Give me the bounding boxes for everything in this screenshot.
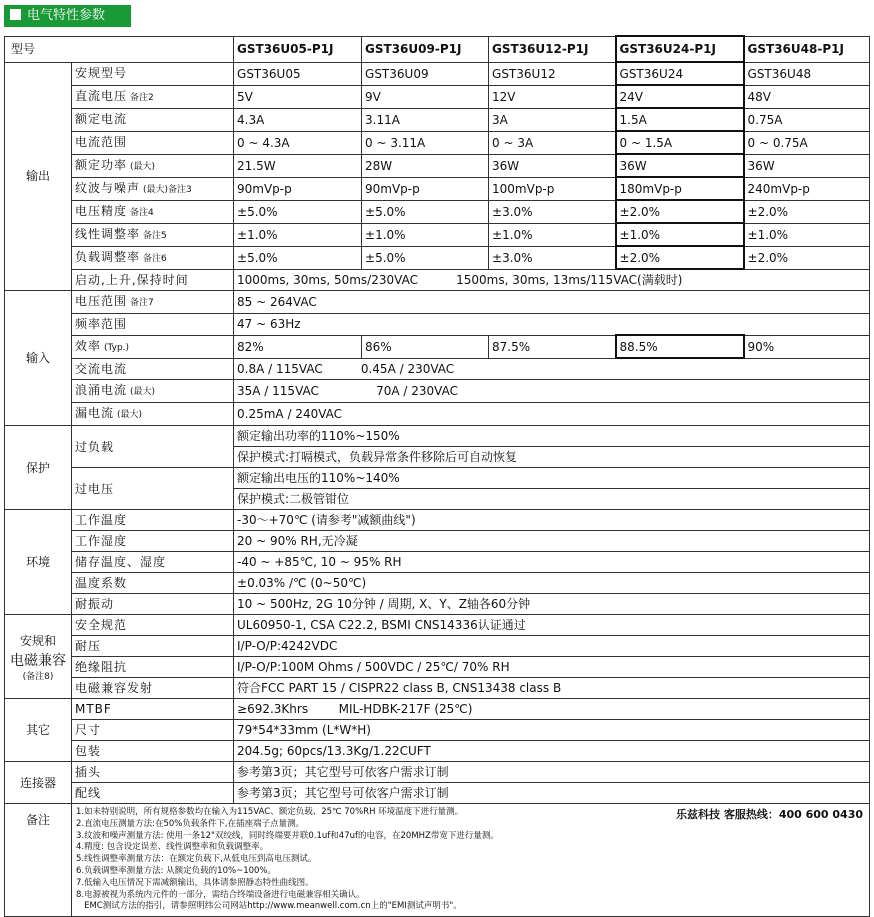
value-cell: 参考第3页；其它型号可依客户需求订制 [234, 762, 870, 783]
table-row [5, 85, 870, 108]
square-icon [10, 9, 21, 20]
value-cell: ±1.0% [616, 223, 744, 246]
row-label: 漏电流 (最大) [72, 403, 234, 426]
value-cell: GST36U48 [744, 62, 870, 85]
model-header: GST36U05-P1J [234, 36, 362, 62]
value-cell: 0 ~ 1.5A [616, 131, 744, 154]
table-row [5, 594, 870, 615]
category-notes: 备注 [5, 804, 72, 917]
value-cell: 90mVp-p [234, 177, 362, 200]
table-row [5, 131, 870, 154]
row-label: 额定电流 [72, 108, 234, 131]
value-cell: 保护模式:打嗝模式，负载异常条件移除后可自动恢复 [234, 447, 870, 468]
value-cell: 保护模式:二极管钳位 [234, 489, 870, 510]
category-safety-emc: 安规和 电磁兼容 (备注8) [5, 615, 72, 699]
value-cell: 87.5% [489, 335, 616, 358]
table-row [5, 762, 870, 783]
table-row [5, 426, 870, 447]
row-label: 电压范围 备注7 [72, 291, 234, 314]
table-row [5, 699, 870, 720]
value-cell: 82% [234, 335, 362, 358]
row-label: 负载调整率 备注6 [72, 246, 234, 269]
table-row [5, 269, 870, 291]
row-label: 启动,上升,保持时间 [72, 269, 234, 291]
section-header [4, 5, 131, 27]
value-cell: 180mVp-p [616, 177, 744, 200]
value-cell: ±2.0% [616, 200, 744, 223]
table-row [5, 552, 870, 573]
hotline: 乐兹科技 客服热线：400 600 0430 [675, 808, 864, 821]
value-cell: 0 ~ 3A [489, 131, 616, 154]
row-label: 配线 [72, 783, 234, 804]
value-cell: 5V [234, 85, 362, 108]
table-row [5, 177, 870, 200]
value-cell: ±3.0% [489, 246, 616, 269]
category-protection: 保护 [5, 426, 72, 510]
value-cell: 10 ~ 500Hz, 2G 10分钟 / 周期, X、Y、Z轴各60分钟 [234, 594, 870, 615]
value-cell: 47 ~ 63Hz [234, 314, 870, 336]
table-row [5, 108, 870, 131]
row-label: 电压精度 备注4 [72, 200, 234, 223]
category-environment: 环境 [5, 510, 72, 615]
table-row [5, 291, 870, 314]
value-cell: 240mVp-p [744, 177, 870, 200]
value-cell: 4.3A [234, 108, 362, 131]
table-row [5, 154, 870, 177]
category-input: 输入 [5, 291, 72, 426]
value-cell: 3.11A [362, 108, 489, 131]
note-line: 5.线性调整率测量方法：在额定负载下,从低电压到高电压测试。 [76, 854, 317, 865]
model-header: GST36U09-P1J [362, 36, 489, 62]
value-cell: GST36U12 [489, 62, 616, 85]
table-row [5, 62, 870, 85]
value-cell: ±3.0% [489, 200, 616, 223]
value-cell: 20 ~ 90% RH,无冷凝 [234, 531, 870, 552]
spec-table [4, 35, 870, 917]
note-line: 4.精度: 包含设定误差、线性调整率和负载调整率。 [76, 842, 269, 853]
value-cell: 0 ~ 0.75A [744, 131, 870, 154]
value-cell: 90mVp-p [362, 177, 489, 200]
table-row [5, 531, 870, 552]
value-cell: 28W [362, 154, 489, 177]
value-cell: ±5.0% [234, 246, 362, 269]
value-cell: ≥692.3Khrs MIL-HDBK-217F (25℃) [234, 699, 870, 720]
note-line: 8.电源被视为系统内元件的一部分，需结合终端设备进行电磁兼容相关确认。 [76, 889, 365, 900]
row-label: 额定功率 (最大) [72, 154, 234, 177]
value-cell: 86% [362, 335, 489, 358]
value-cell: 88.5% [616, 335, 744, 358]
row-label: 过电压 [72, 468, 234, 510]
value-cell: ±5.0% [362, 246, 489, 269]
category-connector: 连接器 [5, 762, 72, 804]
value-cell: ±5.0% [234, 200, 362, 223]
note-line: 1.如未特别说明，所有规格参数均在输入为115VAC、额定负载、25℃ 70%RH 环境温度下进行量测。 [76, 807, 464, 817]
row-label: 频率范围 [72, 314, 234, 336]
value-cell: 0.8A / 115VAC 0.45A / 230VAC [234, 358, 870, 380]
table-row [5, 314, 870, 336]
table-row [5, 741, 870, 762]
row-label: 绝缘阻抗 [72, 657, 234, 678]
model-header: GST36U12-P1J [489, 36, 616, 62]
value-cell: 3A [489, 108, 616, 131]
row-label: 电流范围 [72, 131, 234, 154]
row-label: 插头 [72, 762, 234, 783]
row-label: 工作湿度 [72, 531, 234, 552]
note-line: 3.纹波和噪声测量方法: 使用一条12"双绞线，同时终端要并联0.1uf和47uf的电容，在20MHZ带宽下进行量测。 [76, 830, 499, 841]
value-cell: 符合FCC PART 15 / CISPR22 class B, CNS13438 class B [234, 678, 870, 699]
value-cell: 额定输出电压的110%~140% [234, 468, 870, 489]
table-row [5, 615, 870, 636]
value-cell: 额定输出功率的110%~150% [234, 426, 870, 447]
note-line: EMC测试方法的指引，请参照明纬公司网站http://www.meanwell.com.cn上的"EMI测试声明书"。 [76, 901, 462, 912]
category-output: 输出 [5, 62, 72, 291]
row-label: 安全规范 [72, 615, 234, 636]
row-label: 储存温度、湿度 [72, 552, 234, 573]
value-cell: -40 ~ +85℃, 10 ~ 95% RH [234, 552, 870, 573]
value-cell: 100mVp-p [489, 177, 616, 200]
value-cell: 12V [489, 85, 616, 108]
value-cell: 85 ~ 264VAC [234, 291, 870, 314]
value-cell: 0 ~ 3.11A [362, 131, 489, 154]
table-row [5, 720, 870, 741]
value-cell: 21.5W [234, 154, 362, 177]
table-row [5, 403, 870, 426]
value-cell: GST36U24 [616, 62, 744, 85]
note-line: 7.低输入电压情况下需减额输出，具体请参照静态特性曲线图。 [76, 877, 314, 888]
value-cell: 90% [744, 335, 870, 358]
table-row [5, 200, 870, 223]
value-cell: ±2.0% [616, 246, 744, 269]
model-label: 型号 [5, 36, 234, 62]
row-label: 温度系数 [72, 573, 234, 594]
note-line: 2.直流电压测量方法:在50%负载条件下,在插座端子点量测。 [76, 818, 305, 829]
row-label: 效率 (Typ.) [72, 335, 234, 358]
value-cell: 36W [489, 154, 616, 177]
section-title: 电气特性参数 [27, 8, 106, 23]
value-cell: 0.75A [744, 108, 870, 131]
row-label: 安规型号 [72, 62, 234, 85]
table-row [5, 636, 870, 657]
value-cell: 36W [616, 154, 744, 177]
value-cell: ±5.0% [362, 200, 489, 223]
row-label: 耐振动 [72, 594, 234, 615]
value-cell: 204.5g; 60pcs/13.3Kg/1.22CUFT [234, 741, 870, 762]
value-cell: -30～+70℃ (请参考"减额曲线") [234, 510, 870, 531]
value-cell: UL60950-1, CSA C22.2, BSMI CNS14336认证通过 [234, 615, 870, 636]
value-cell: 79*54*33mm (L*W*H) [234, 720, 870, 741]
row-label: 线性调整率 备注5 [72, 223, 234, 246]
value-cell: ±1.0% [234, 223, 362, 246]
table-row [5, 246, 870, 269]
notes-row [5, 804, 870, 917]
row-label: 包装 [72, 741, 234, 762]
value-cell: 48V [744, 85, 870, 108]
value-cell: ±2.0% [744, 246, 870, 269]
table-row [5, 380, 870, 403]
category-other: 其它 [5, 699, 72, 762]
value-cell: GST36U05 [234, 62, 362, 85]
value-cell: 0.25mA / 240VAC [234, 403, 870, 426]
table-row [5, 657, 870, 678]
model-header: GST36U24-P1J [616, 36, 744, 62]
value-cell: 1000ms, 30ms, 50ms/230VAC 1500ms, 30ms, 13ms/115VAC(满载时) [234, 269, 870, 291]
table-row [5, 358, 870, 380]
value-cell: 参考第3页；其它型号可依客户需求订制 [234, 783, 870, 804]
value-cell: 24V [616, 85, 744, 108]
row-label: 耐压 [72, 636, 234, 657]
row-label: 电磁兼容发射 [72, 678, 234, 699]
row-label: 过负载 [72, 426, 234, 468]
table-row [5, 573, 870, 594]
value-cell: 36W [744, 154, 870, 177]
note-line: 6.负载调整率测量方法: 从额定负载的10%~100%。 [76, 865, 276, 876]
table-row [5, 783, 870, 804]
row-label: 浪涌电流 (最大) [72, 380, 234, 403]
value-cell: 1.5A [616, 108, 744, 131]
value-cell: ±2.0% [744, 200, 870, 223]
value-cell: ±1.0% [489, 223, 616, 246]
value-cell: 35A / 115VAC 70A / 230VAC [234, 380, 870, 403]
value-cell: ±1.0% [744, 223, 870, 246]
value-cell: 9V [362, 85, 489, 108]
model-header-row [5, 36, 870, 62]
table-row [5, 510, 870, 531]
row-label: 直流电压 备注2 [72, 85, 234, 108]
row-label: 尺寸 [72, 720, 234, 741]
value-cell: I/P-O/P:100M Ohms / 500VDC / 25℃/ 70% RH [234, 657, 870, 678]
value-cell: GST36U09 [362, 62, 489, 85]
value-cell: 0 ~ 4.3A [234, 131, 362, 154]
table-row [5, 335, 870, 358]
row-label: 纹波与噪声 (最大)备注3 [72, 177, 234, 200]
row-label: 交流电流 [72, 358, 234, 380]
value-cell: ±1.0% [362, 223, 489, 246]
table-row [5, 223, 870, 246]
value-cell: I/P-O/P:4242VDC [234, 636, 870, 657]
model-header: GST36U48-P1J [744, 36, 870, 62]
row-label: 工作温度 [72, 510, 234, 531]
table-row [5, 678, 870, 699]
value-cell: ±0.03% /℃ (0~50℃) [234, 573, 870, 594]
notes-block [72, 804, 870, 917]
table-row [5, 468, 870, 489]
row-label: MTBF [72, 699, 234, 720]
